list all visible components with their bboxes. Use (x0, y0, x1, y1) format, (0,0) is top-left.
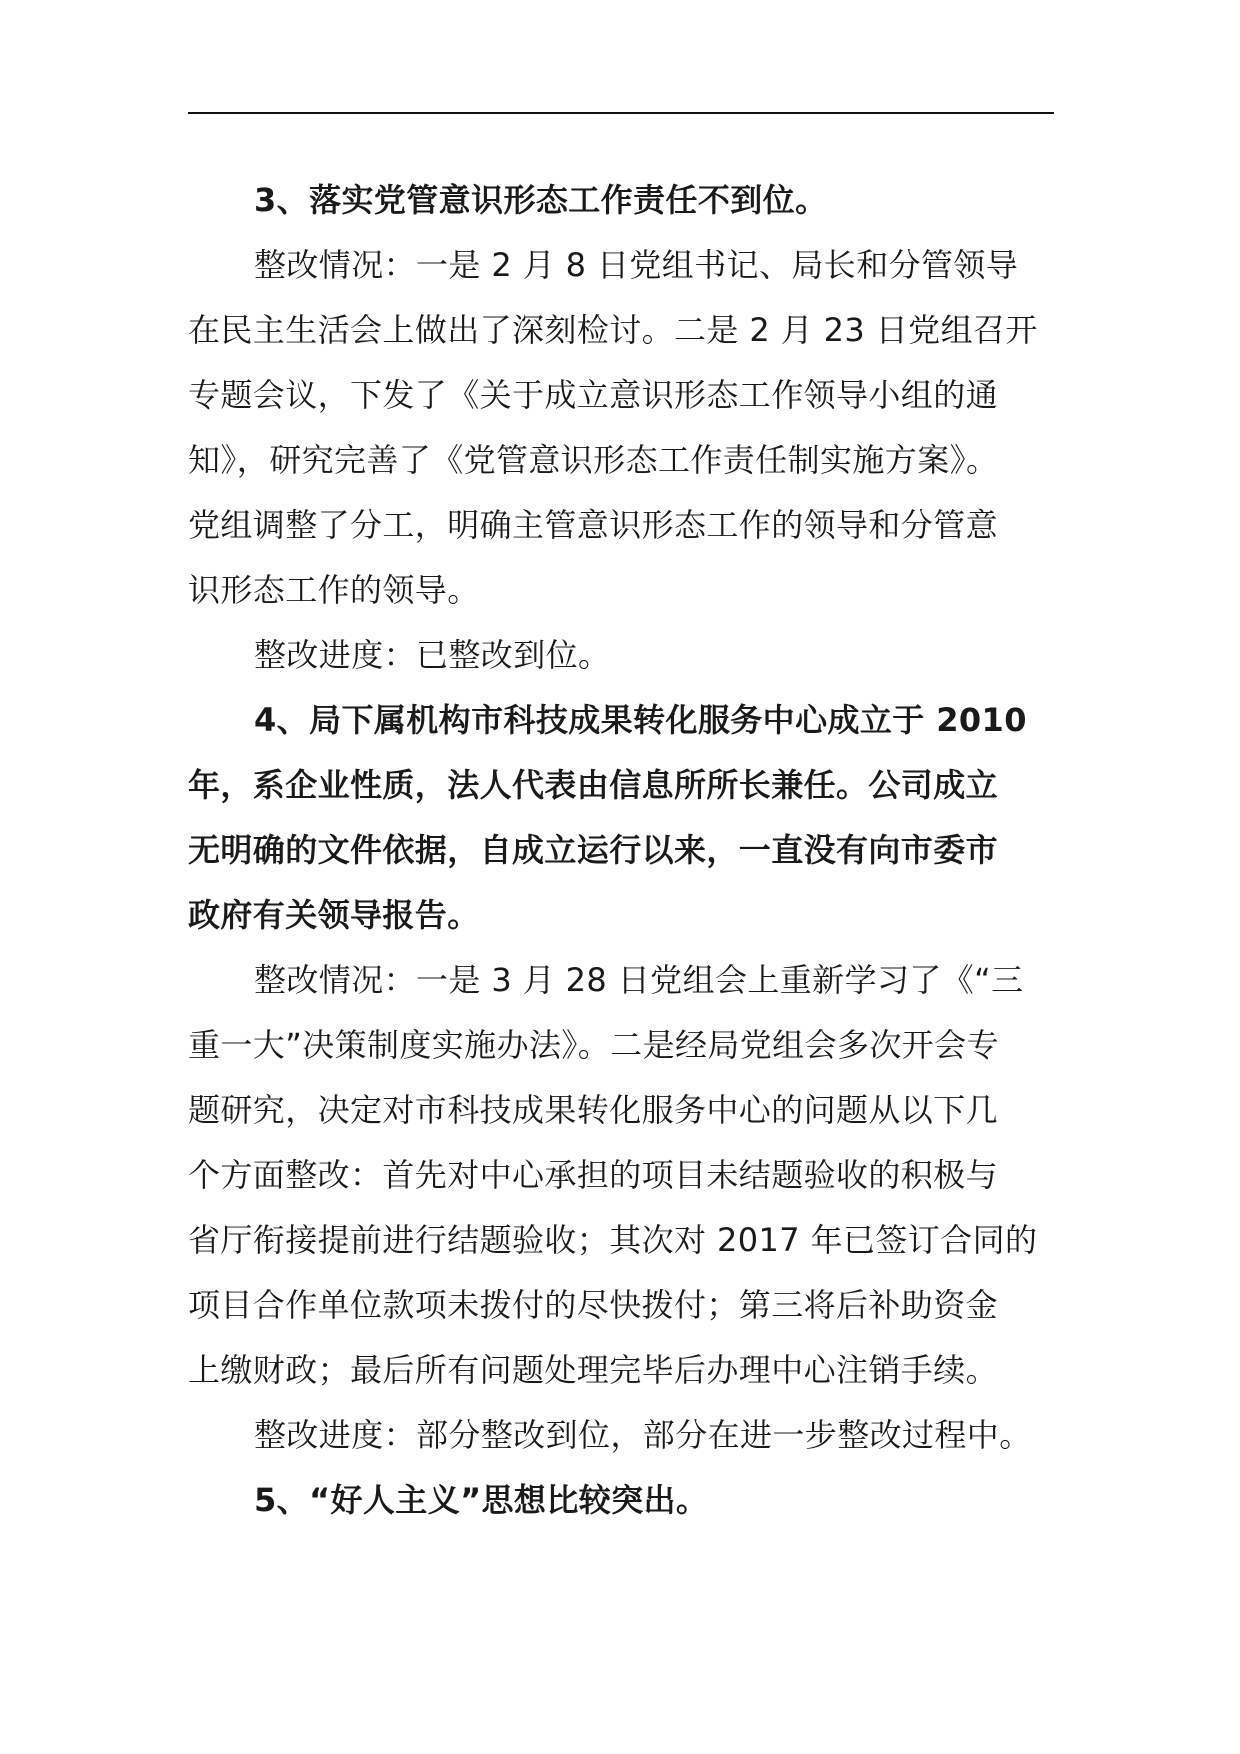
header-rule (188, 112, 1054, 114)
rectification-progress-paragraph: 整改进度：部分整改到位，部分在进一步整改过程中。 (254, 1416, 1032, 1454)
section-heading-5: 5、“好人主义”思想比较突出。 (254, 1481, 709, 1519)
section-heading-3: 3、落实党管意识形态工作责任不到位。 (254, 181, 828, 219)
section-heading-4: 4、局下属机构市科技成果转化服务中心成立于 2010 年，系企业性质，法人代表由信息所所长兼任。公司成立 无明确的文件依据，自成立运行以来，一直没有向市委市 政府有关领导报告。 (188, 701, 1027, 934)
rectification-status-paragraph: 整改情况：一是 2 月 8 日党组书记、局长和分管领导 在民主生活会上做出了深刻检讨。二是 2 月 23 日党组召开 专题会议，下发了《关于成立意识形态工作领导小组的通 知》，研究完善了《党管意识形态工作责任制实施方案》。 党组调整了分工，明确主管意识形态工作的领导和分管意 识形态工作的领导。 (188, 246, 1038, 609)
rectification-status-paragraph: 整改情况：一是 3 月 28 日党组会上重新学习了《“三 重一大”决策制度实施办法》。二是经局党组会多次开会专 题研究，决定对市科技成果转化服务中心的问题从以下几 个方面整改：首先对中心承担的项目未结题验收的积极与 省厅衔接提前进行结题验收；其次对 2017 年已签订合同的 项目合作单位款项未拨付的尽快拨付；第三将后补助资金 上缴财政；最后所有问题处理完毕后办理中心注销手续。 (188, 961, 1038, 1389)
rectification-progress-paragraph: 整改进度：已整改到位。 (254, 636, 611, 674)
document-body (188, 168, 1068, 1533)
